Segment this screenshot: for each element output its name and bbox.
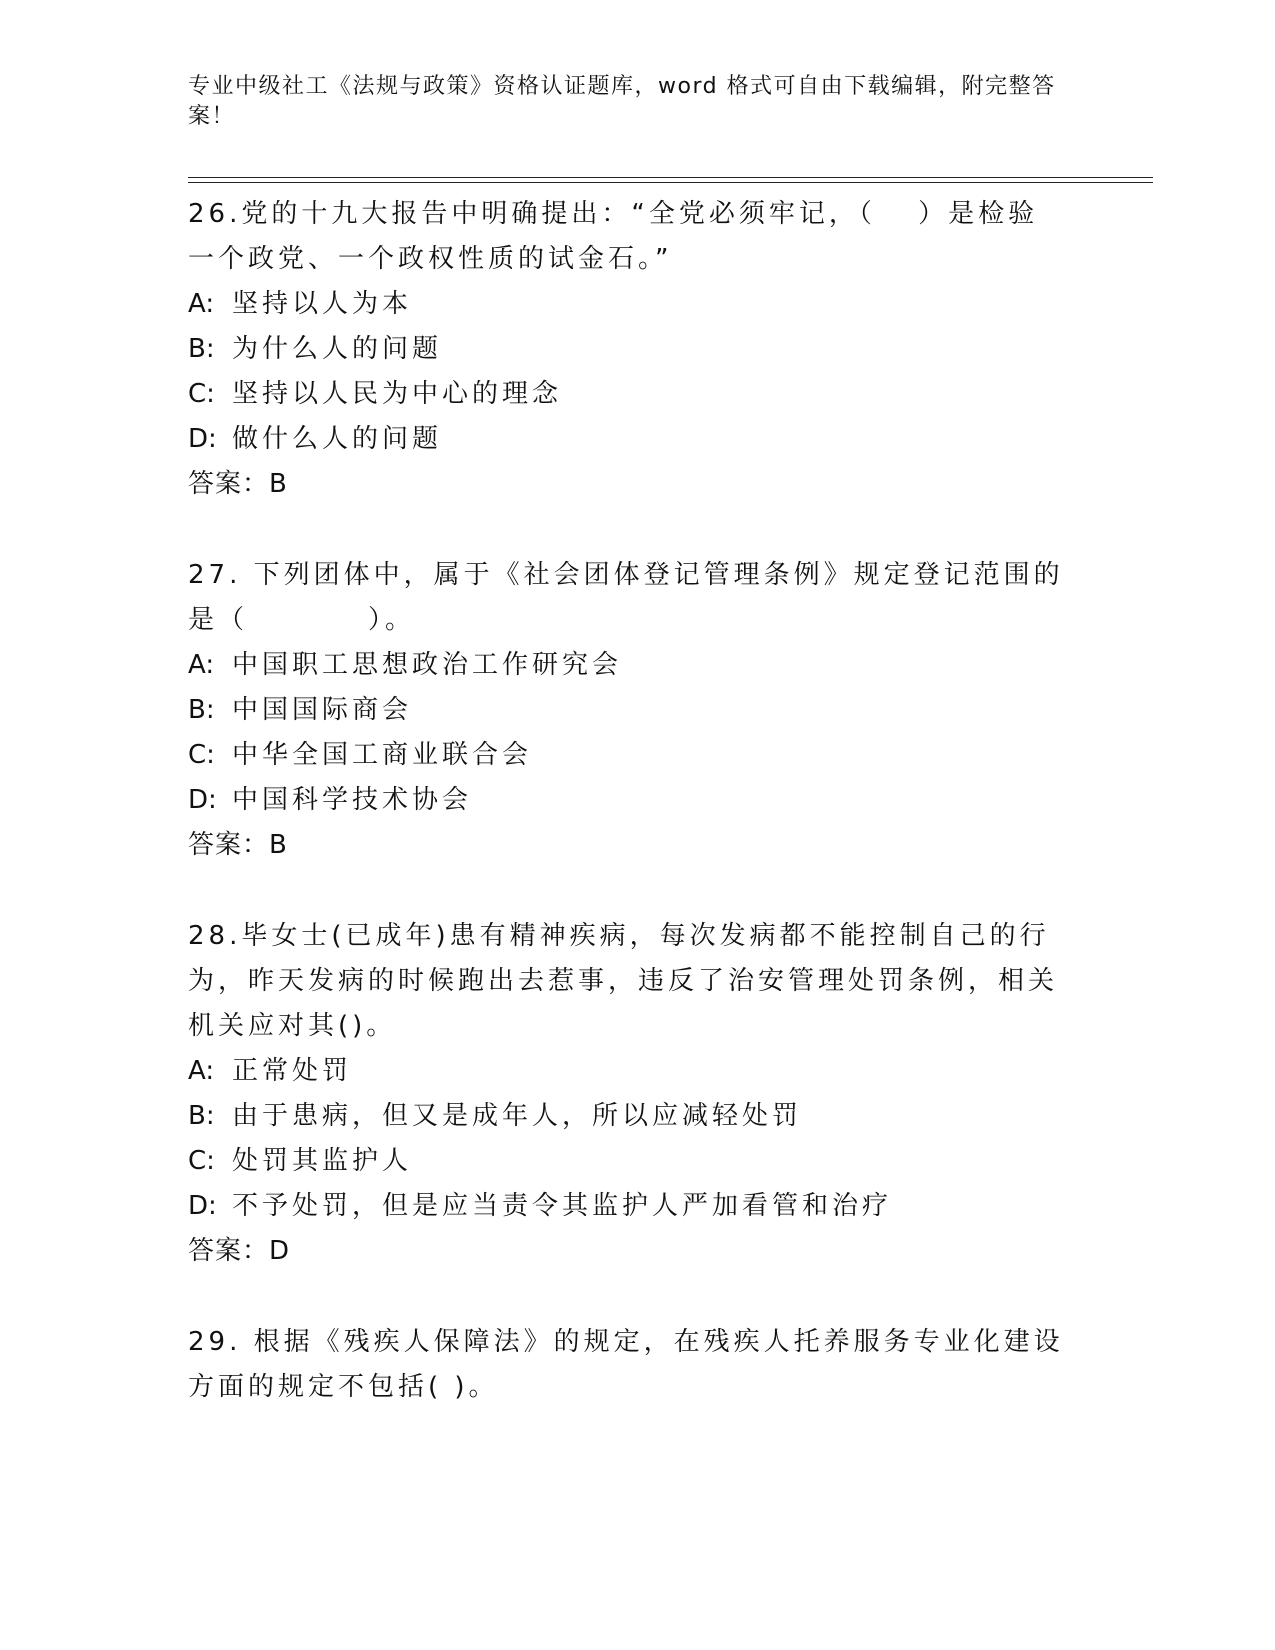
option-letter: A: bbox=[188, 650, 215, 680]
option-item bbox=[188, 688, 1068, 733]
header-divider-bottom bbox=[188, 182, 1153, 183]
option-text: 中国国际商会 bbox=[232, 695, 413, 725]
option-item bbox=[188, 327, 1068, 372]
option-list bbox=[188, 1049, 1068, 1229]
option-letter: B: bbox=[188, 1101, 215, 1131]
option-list bbox=[188, 643, 1068, 823]
option-text: 坚持以人为本 bbox=[232, 289, 413, 319]
option-text: 做什么人的问题 bbox=[232, 424, 443, 454]
option-text: 中国职工思想政治工作研究会 bbox=[232, 650, 623, 680]
question-list bbox=[188, 192, 1068, 1456]
option-item bbox=[188, 778, 1068, 823]
answer-line: 答案：B bbox=[188, 830, 288, 860]
question-block bbox=[188, 192, 1068, 507]
option-letter: C: bbox=[188, 379, 215, 409]
option-letter: C: bbox=[188, 740, 215, 770]
header-note: 专业中级社工《法规与政策》资格认证题库，word 格式可自由下载编辑，附完整答案！ bbox=[188, 74, 1056, 129]
question-stem: 28.毕女士(已成年)患有精神疾病，每次发病都不能控制自己的行为，昨天发病的时候跑出去惹事，违反了治安管理处罚条例，相关机关应对其()。 bbox=[188, 921, 1059, 1041]
option-item bbox=[188, 417, 1068, 462]
option-item bbox=[188, 1094, 1068, 1139]
option-text: 坚持以人民为中心的理念 bbox=[232, 379, 563, 409]
option-item bbox=[188, 282, 1068, 327]
option-letter: D: bbox=[188, 785, 217, 815]
question-block bbox=[188, 914, 1068, 1274]
option-item bbox=[188, 372, 1068, 417]
option-letter: C: bbox=[188, 1146, 215, 1176]
option-text: 正常处罚 bbox=[232, 1056, 353, 1086]
option-item bbox=[188, 1139, 1068, 1184]
option-item bbox=[188, 733, 1068, 778]
option-text: 不予处罚，但是应当责令其监护人严加看管和治疗 bbox=[232, 1191, 893, 1221]
option-list bbox=[188, 282, 1068, 462]
option-text: 处罚其监护人 bbox=[232, 1146, 413, 1176]
question-block bbox=[188, 553, 1068, 868]
option-letter: B: bbox=[188, 334, 215, 364]
answer-line: 答案：B bbox=[188, 469, 288, 499]
option-letter: D: bbox=[188, 1191, 217, 1221]
option-text: 为什么人的问题 bbox=[232, 334, 443, 364]
option-item bbox=[188, 1184, 1068, 1229]
option-letter: A: bbox=[188, 289, 215, 319]
option-text: 中国科学技术协会 bbox=[232, 785, 473, 815]
question-stem: 26.党的十九大报告中明确提出：“全党必须牢记，（ ）是检验一个政党、一个政权性质的试金石。” bbox=[188, 199, 1039, 274]
option-text: 由于患病，但又是成年人，所以应减轻处罚 bbox=[232, 1101, 803, 1131]
option-item bbox=[188, 643, 1068, 688]
option-letter: D: bbox=[188, 424, 217, 454]
answer-line: 答案：D bbox=[188, 1236, 291, 1266]
question-stem: 27. 下列团体中，属于《社会团体登记管理条例》规定登记范围的是（ ）。 bbox=[188, 560, 1064, 635]
option-letter: A: bbox=[188, 1056, 215, 1086]
option-letter: B: bbox=[188, 695, 215, 725]
question-stem: 29. 根据《残疾人保障法》的规定，在残疾人托养服务专业化建设方面的规定不包括( )。 bbox=[188, 1327, 1064, 1402]
option-item bbox=[188, 1049, 1068, 1094]
question-block bbox=[188, 1320, 1068, 1410]
option-text: 中华全国工商业联合会 bbox=[232, 740, 533, 770]
header-divider-top bbox=[188, 177, 1153, 178]
